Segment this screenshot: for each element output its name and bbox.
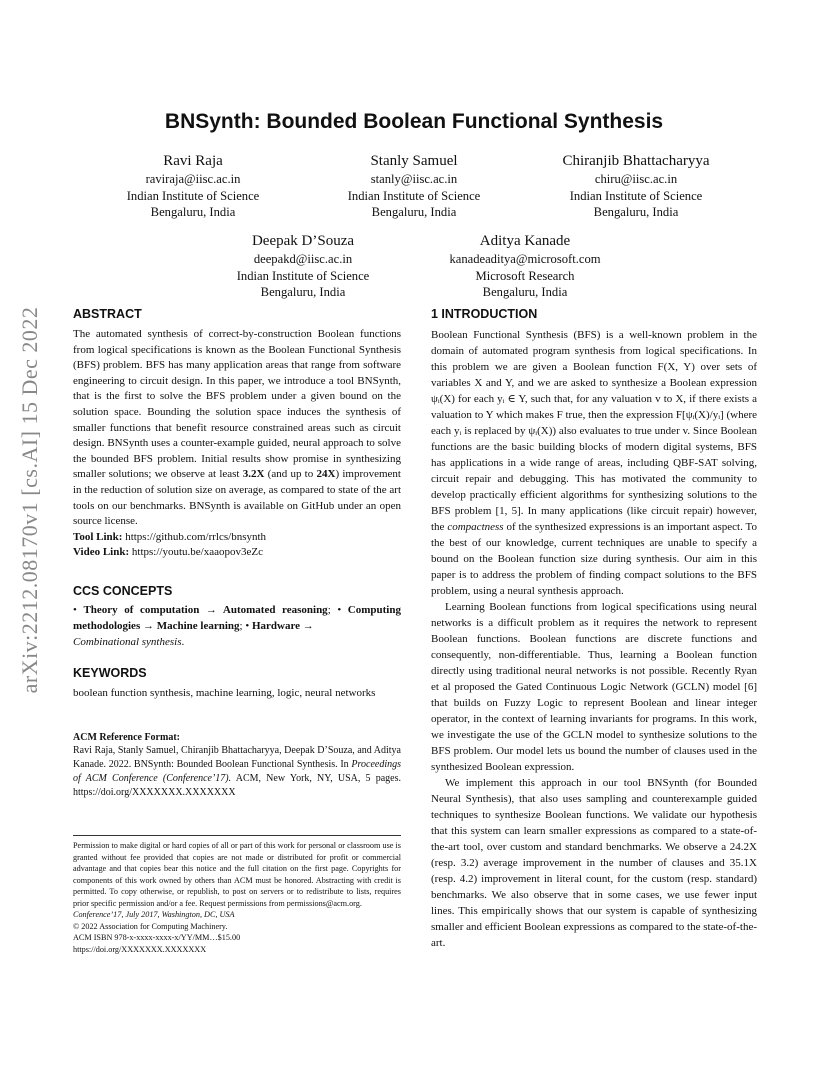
ccs-body [73,602,401,650]
author-block [193,231,413,301]
acm-reference-body [73,744,401,800]
ccs-text: • [73,604,84,616]
abstract-text: ) improvement in the reduction of solution size on average, as compared to state of the art tools on our benchmarks. BNSynth is available on GitHub under an open source license. [73,468,401,528]
ccs-concept: Computing methodologies → Machine learning [73,604,401,632]
intro-text: Boolean Functional Synthesis (BFS) is a well-known problem in the domain of automated program synthesis from logical specifications. In this problem we are given a Boolean function F(X, Y) over sets of variables X and Y, and we are asked to synthesize a Boolean expression ψᵢ(X) for each yᵢ ∈ Y, such that, for any valuation v to X, if there exists a valuation to Y which makes F true, then the expression F[ψᵢ(X)/yᵢ] (where each yᵢ is replaced by ψᵢ(X)) also evaluates to true under v. Since Boolean functions are the basic building blocks of modern digital systems, BFS has applications in a wide range of areas, including QBF-SAT solving, circuit repair and debugging. This has motivated the community to develop practically efficient algorithms for synthesizing solutions to the BFS problem [1, 5]. In many applications (like circuit repair) however, the [431,329,757,533]
keywords-body [73,685,401,701]
acm-reference-heading: ACM Reference Format: [73,732,180,743]
doi-line: https://doi.org/XXXXXXX.XXXXXXX [73,944,207,954]
author-name: Aditya Kanade [479,233,571,249]
author-location: Bengaluru, India [593,205,679,219]
author-email: deepakd@iisc.ac.in [253,252,353,266]
acm-reference-venue: Proceedings of ACM Conference (Conference’17). [73,759,401,784]
permission-notice: Permission to make digital or hard copies of all or part of this work for personal or classroom use is granted without fee provided that copies are not made or distributed for profit or commercial advantage and that copies bear this notice and the full citation on the first page. Copyrights for components of this work owned by others than ACM must be honored. Abstracting with credit is permitted. To copy otherwise, or republish, to post on servers or to redistribute to lists, requires prior specific permission and/or a fee. Request permissions from permissions@acm.org. [73,841,401,908]
abstract-highlight: 24X [316,468,336,481]
author-org: Indian Institute of Science [126,188,260,203]
intro-paragraph: We implement this approach in our tool BNSynth (for Bounded Neural Synthesis), that also uses sampling and counterexample guided techniques to synthesize Boolean functions. We validate our hypothesis that this system can learn smaller expressions as compared to a state-of-the-art tool, over custom and standard benchmarks. We observe a 24.2X (resp. 3.2) average improvement in the number of clauses and 35.1X (resp. 4.2) improvement in literal count, for the custom (resp. standard) benchmarks. We also observe that in some cases, we use fewer input lines. This empirically shows that our system is capable of synthesizing smaller and efficient Boolean expressions as compared to the state-of-the-art. [431,777,757,949]
ccs-heading: CCS CONCEPTS [73,584,173,598]
arxiv-sidebar [8,300,52,700]
keywords-heading: KEYWORDS [73,666,147,680]
author-org: Indian Institute of Science [569,188,703,203]
intro-paragraph [431,327,757,599]
copyright-footnote [73,835,401,955]
author-email: chiru@iisc.ac.in [594,172,678,186]
tool-link-label: Tool Link: [73,530,123,543]
author-name: Chiranjib Bhattacharyya [562,153,710,169]
author-block [526,151,746,221]
author-org: Indian Institute of Science [236,268,370,283]
author-location: Bengaluru, India [260,285,346,299]
abstract-text: (and up to [264,468,317,481]
author-location: Bengaluru, India [482,285,568,299]
introduction-body [431,327,757,951]
abstract-highlight: 3.2X [242,468,265,481]
intro-emphasis: compactness [447,521,504,533]
author-name: Stanly Samuel [370,153,458,169]
arxiv-identifier: arXiv:2212.08170v1 [cs.AI] 15 Dec 2022 [17,306,42,694]
author-name: Deepak D’Souza [251,233,355,249]
author-block [83,151,303,221]
author-block [304,151,524,221]
ccs-text: ; • [239,620,252,632]
author-email: kanadeaditya@microsoft.com [449,252,601,266]
acm-reference-text: Ravi Raja, Stanly Samuel, Chiranjib Bhattacharyya, Deepak D’Souza, and Aditya Kanade. 2022. BNSynth: Bounded Boolean Functional Synthesis. In [73,745,401,770]
author-email: stanly@iisc.ac.in [370,172,458,186]
intro-text: of the synthesized expressions is an important aspect. To the best of our knowledge, current techniques are unable to specify a bound on the Boolean function size during synthesis. Our aim in this paper is to address the problem of finding compact solutions to the BFS problem, using a neural synthesis approach. [431,521,757,597]
isbn-line: ACM ISBN 978-x-xxxx-xxxx-x/YY/MM…$15.00 [73,933,241,942]
introduction-heading: 1 INTRODUCTION [431,307,538,321]
ccs-text: ; • [327,604,348,616]
author-location: Bengaluru, India [150,205,236,219]
keywords-text: boolean function synthesis, machine learning, logic, neural networks [73,687,376,699]
author-name: Ravi Raja [163,153,223,169]
abstract-text: The automated synthesis of correct-by-construction Boolean functions from logical specifications is known as the Boolean Functional Synthesis (BFS) problem. BFS has many application areas that range from software engineering to circuit design. In this paper, we introduce a tool BNSynth, that is the first to solve the BFS problem under a given bound on the solution space. Bounding the solution space induces the synthesis of smaller functions that benefit resource constrained areas such as circuit design. BNSynth uses a counter-example guided, neural approach to solve the bounded BFS problem. Initial results show promise in synthesizing smaller solutions; we observe at least [73,328,401,481]
ccs-concept: Hardware → [251,620,314,632]
video-link[interactable]: https://youtu.be/xaaopov3eZc [131,546,263,559]
author-org: Microsoft Research [475,268,575,283]
paper-title: BNSynth: Bounded Boolean Functional Synthesis [164,110,664,133]
author-org: Indian Institute of Science [347,188,481,203]
abstract-body [73,327,401,561]
ccs-text: . [181,636,185,648]
video-link-label: Video Link: [73,546,130,559]
conference-info: Conference’17, July 2017, Washington, DC, USA [73,910,235,919]
copyright-line: © 2022 Association for Computing Machinery. [73,921,228,931]
author-email: raviraja@iisc.ac.in [145,172,241,186]
tool-link[interactable]: https://github.com/rrlcs/bnsynth [125,530,267,543]
author-block [415,231,635,301]
intro-paragraph: Learning Boolean functions from logical specifications using neural networks is a difficult problem as it requires the network to represent Boolean functions. Boolean functions are discrete functions and consequently, non-differentiable. Thus, learning a Boolean function directly using traditional neural networks is not possible. Recently Ryan et al proposed the Gated Continuous Logic Network (GCLN) model [6] that builds on Fuzzy Logic to represent Boolean and linear integer operator, in the context of learning invariants for programs. In this work, we investigate the use of the GCLN model to synthesize solutions to the BFS problem. Our model lets us bound the number of clauses used in the synthesized Boolean expression. [431,601,757,773]
acm-reference-text: ACM, New York, NY, USA, 5 pages. https://doi.org/XXXXXXX.XXXXXXX [73,773,401,798]
abstract-heading: ABSTRACT [73,307,142,321]
ccs-concept: Theory of computation → Automated reasoning [83,604,328,616]
ccs-concept: Combinational synthesis [73,636,182,648]
author-location: Bengaluru, India [371,205,457,219]
